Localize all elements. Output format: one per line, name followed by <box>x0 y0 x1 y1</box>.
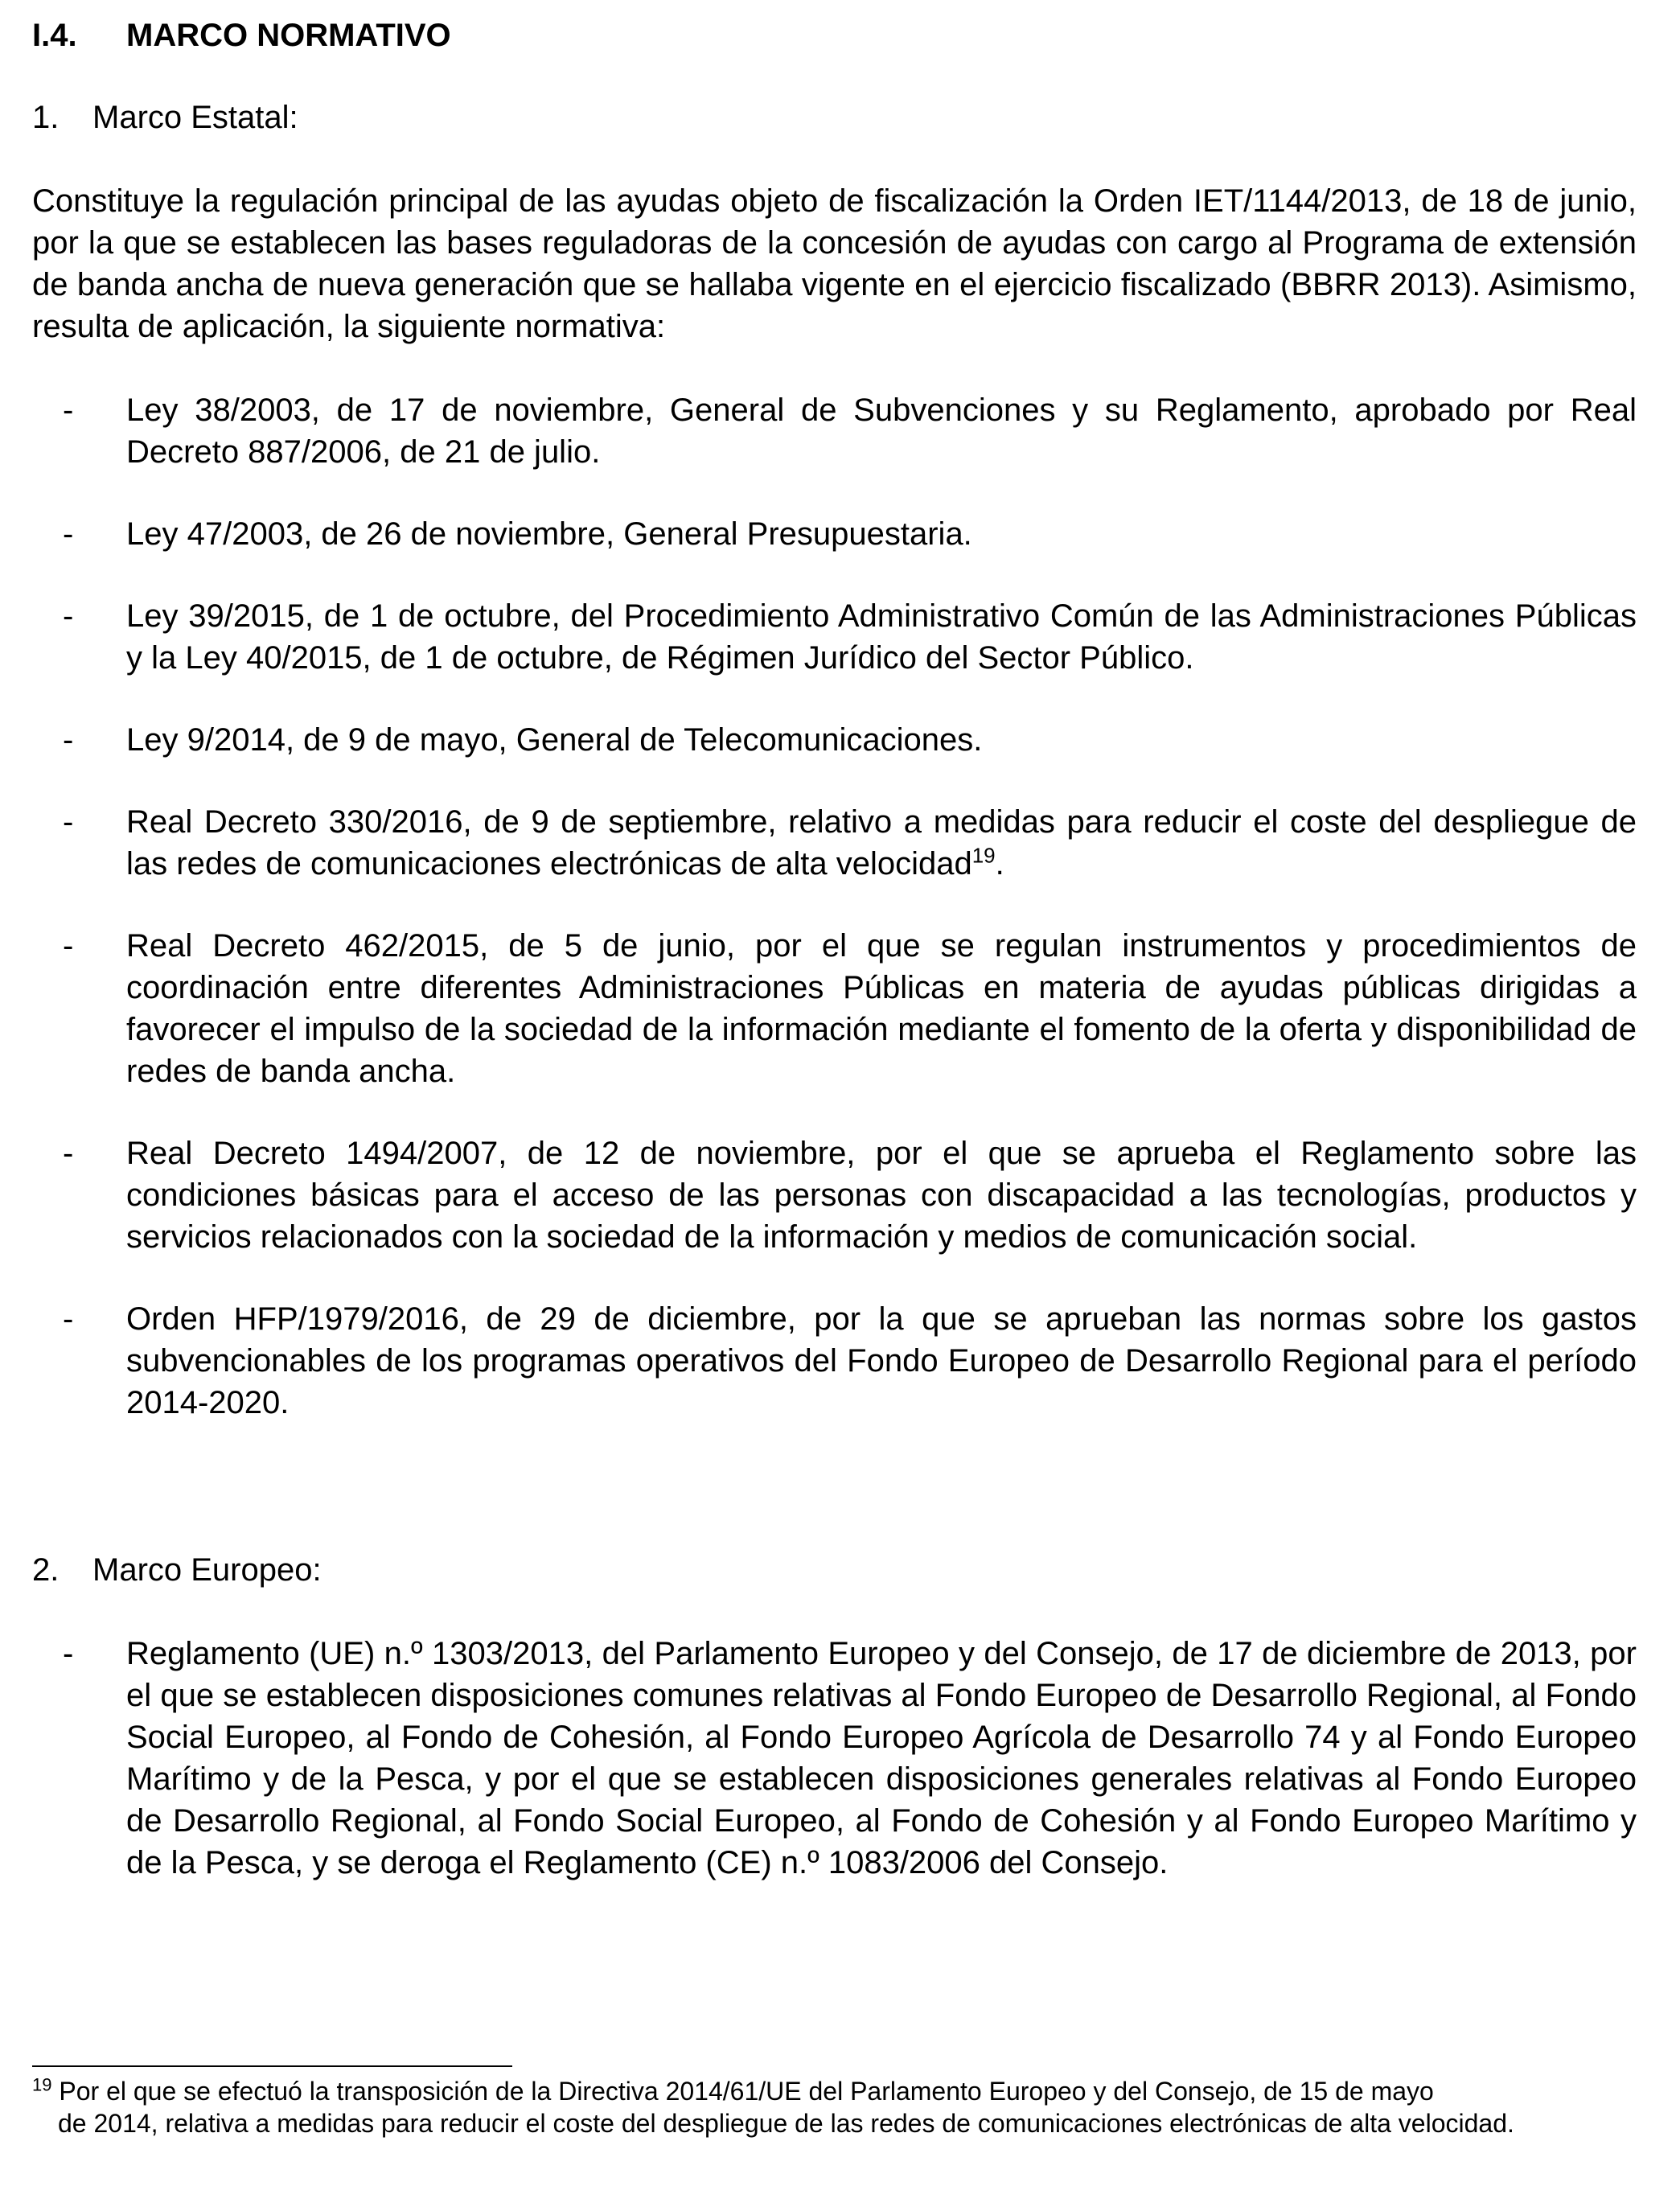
footnote-text-line1: Por el que se efectuó la transposición de la Directiva 2014/61/UE del Parlamento Europeo y del Consejo, de 15 de mayo <box>59 2077 1434 2106</box>
list-dash: - <box>63 804 74 840</box>
list-dash: - <box>63 392 74 428</box>
subsection-heading-estatal <box>32 97 298 138</box>
estatal-normativa-list <box>32 389 1637 1464</box>
list-dash: - <box>63 928 74 964</box>
list-item <box>32 719 1637 761</box>
list-item-text: Real Decreto 330/2016, de 9 de septiembre, relativo a medidas para reducir el coste del despliegue de las redes de comunicaciones electrónicas de alta velocidad <box>126 804 1637 882</box>
list-dash: - <box>63 1636 74 1671</box>
list-item <box>32 1633 1637 1884</box>
list-item-text: Ley 9/2014, de 9 de mayo, General de Telecomunicaciones. <box>126 722 983 758</box>
footnote-reference[interactable]: 19 <box>971 843 996 868</box>
list-item-text: Reglamento (UE) n.º 1303/2013, del Parlamento Europeo y del Consejo, de 17 de diciembre de 2013, por el que se establecen disposiciones comunes relativas al Fondo Europeo de Desarrollo Regional, al Fondo Social Europeo, al Fondo de Cohesión, al Fondo Europeo Agrícola de Desarrollo 74 y al Fondo Europeo Marítimo y de la Pesca, y por el que se establecen disposiciones generales relativas al Fondo Europeo de Desarrollo Regional, al Fondo Social Europeo, al Fondo de Cohesión y al Fondo Europeo Marítimo y de la Pesca, y se deroga el Reglamento (CE) n.º 1083/2006 del Consejo. <box>126 1636 1637 1880</box>
list-item-text: Ley 38/2003, de 17 de noviembre, General de Subvenciones y su Reglamento, aprobado por Real Decreto 887/2006, de 21 de julio. <box>126 392 1637 470</box>
list-item <box>32 925 1637 1092</box>
intro-paragraph: Constituye la regulación principal de las ayudas objeto de fiscalización la Orden IET/1144/2013, de 18 de junio, por la que se establecen las bases reguladoras de la concesión de ayudas con cargo al Programa de extensión de banda ancha de nueva generación que se hallaba vigente en el ejercicio fiscalizado (BBRR 2013). Asimismo, resulta de aplicación, la siguiente normativa: <box>32 183 1637 344</box>
list-item-text: Ley 47/2003, de 26 de noviembre, General Presupuestaria. <box>126 516 972 552</box>
list-dash: - <box>63 1136 74 1171</box>
section-number: I.4. <box>32 18 77 53</box>
list-item-text: Real Decreto 1494/2007, de 12 de noviembre, por el que se aprueba el Reglamento sobre las condiciones básicas para el acceso de las personas con discapacidad a las tecnologías, productos y servicios relacionados con la sociedad de la información y medios de comunicación social. <box>126 1136 1637 1255</box>
footnote-number: 19 <box>32 2074 52 2095</box>
footnote <box>32 2075 1637 2139</box>
subsection-number: 2. <box>32 1552 60 1588</box>
footnote-text-rest: de 2014, relativa a medidas para reducir el coste del despliegue de las redes de comunicaciones electrónicas de alta velocidad. <box>58 2109 1514 2138</box>
list-item <box>32 513 1637 555</box>
subsection-heading-europeo <box>32 1549 322 1591</box>
list-item <box>32 801 1637 885</box>
section-heading <box>32 14 451 56</box>
list-dash: - <box>63 598 74 634</box>
list-item-text: Orden HFP/1979/2016, de 29 de diciembre, por la que se aprueban las normas sobre los gastos subvencionables de los programas operativos del Fondo Europeo de Desarrollo Regional para el período 2014-2020. <box>126 1301 1637 1420</box>
footnote-first-line <box>32 2075 1637 2107</box>
list-item <box>32 1298 1637 1424</box>
list-item-text: Ley 39/2015, de 1 de octubre, del Procedimiento Administrativo Común de las Administraciones Públicas y la Ley 40/2015, de 1 de octubre, de Régimen Jurídico del Sector Público. <box>126 598 1637 676</box>
subsection-title: Marco Estatal: <box>92 100 298 135</box>
subsection-number: 1. <box>32 100 60 135</box>
list-item <box>32 595 1637 679</box>
list-item <box>32 389 1637 473</box>
list-item <box>32 1132 1637 1258</box>
section-title: MARCO NORMATIVO <box>126 18 451 53</box>
europeo-normativa-list <box>32 1633 1637 1924</box>
footnote-separator <box>32 2065 512 2067</box>
list-item-text: Real Decreto 462/2015, de 5 de junio, por el que se regulan instrumentos y procedimientos de coordinación entre diferentes Administraciones Públicas en materia de ayudas públicas dirigidas a favorecer el impulso de la sociedad de la información mediante el fomento de la oferta y disponibilidad de redes de banda ancha. <box>126 928 1637 1089</box>
list-dash: - <box>63 1301 74 1337</box>
list-dash: - <box>63 722 74 758</box>
list-item-tail: . <box>995 846 1004 882</box>
subsection-title: Marco Europeo: <box>92 1552 322 1588</box>
list-dash: - <box>63 516 74 552</box>
